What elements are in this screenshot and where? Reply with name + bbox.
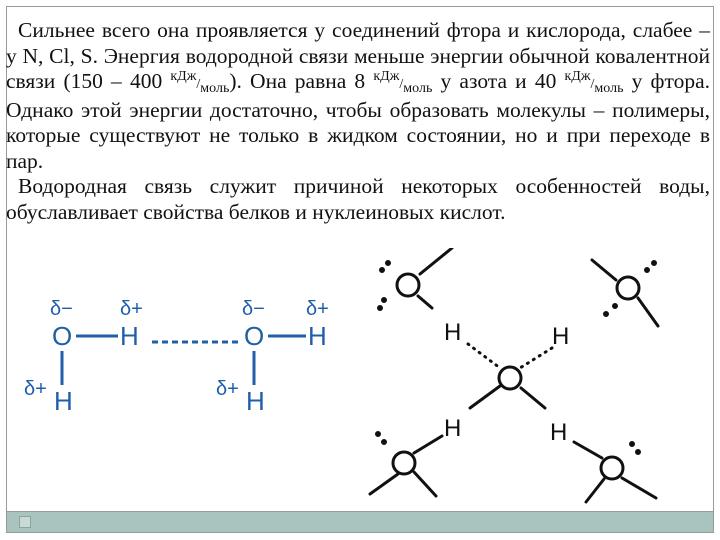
paragraph-1 <box>6 18 710 174</box>
hydrogen-atom: H <box>444 319 462 346</box>
unit-fraction-2: кДж/моль <box>373 69 433 96</box>
delta-plus-label: δ+ <box>120 298 143 320</box>
hydrogen-atom: H <box>54 386 73 416</box>
oxygen-atom: O <box>52 321 73 351</box>
delta-plus-label: δ+ <box>24 378 47 400</box>
unit-fraction-3: кДж/моль <box>564 69 624 96</box>
delta-plus-label: δ+ <box>306 298 329 320</box>
oxygen-atom <box>601 457 623 479</box>
oxygen-atom <box>617 277 639 299</box>
paragraph-1-part-1: Сильнее всего она проявляется у соединений фтора и кислорода, слабее – у N, Cl, S. Энергия водородной связи меньше энергии обычной ковалентной связи (150 – 400 <box>6 18 710 93</box>
hydrogen-atom: H <box>550 419 568 446</box>
water-network-diagram <box>360 248 670 510</box>
oxygen-atom: O <box>244 321 265 351</box>
unit-denominator: моль <box>594 81 624 96</box>
oxygen-atom <box>393 452 415 474</box>
paragraph-2: Водородная связь служит причиной некоторых особенностей воды, обуславливает свойства белков и нуклеиновых кислот. <box>6 174 710 224</box>
footer-square <box>19 516 31 528</box>
paragraph-1-part-3: у азота и 40 <box>432 69 565 93</box>
unit-numerator: кДж <box>373 69 400 84</box>
unit-numerator: кДж <box>170 69 197 84</box>
unit-denominator: моль <box>200 81 230 96</box>
paragraph-1-part-2: ). Она равна 8 <box>229 69 374 93</box>
slide-text <box>6 18 710 225</box>
footer-bar <box>6 511 714 533</box>
hydrogen-atom: H <box>308 321 327 351</box>
hydrogen-atom: H <box>444 415 462 442</box>
unit-numerator: кДж <box>564 69 591 84</box>
unit-fraction-1: кДж/моль <box>170 69 230 96</box>
paragraph-1-part-4: у фтора. Однако этой энергии достаточно, чтобы образовать молекулы – полимеры, которые существуют не только в жидком состоянии, но и при переходе в пар. <box>6 69 710 173</box>
delta-minus-label: δ− <box>242 298 265 320</box>
delta-plus-label: δ+ <box>216 378 239 400</box>
unit-denominator: моль <box>403 81 433 96</box>
water-dimer-diagram <box>10 285 350 425</box>
hydrogen-atom: H <box>120 321 139 351</box>
hydrogen-atom: H <box>552 323 570 350</box>
oxygen-atom <box>499 367 521 389</box>
oxygen-atom <box>397 274 419 296</box>
hydrogen-atom: H <box>246 386 265 416</box>
delta-minus-label: δ− <box>50 298 73 320</box>
